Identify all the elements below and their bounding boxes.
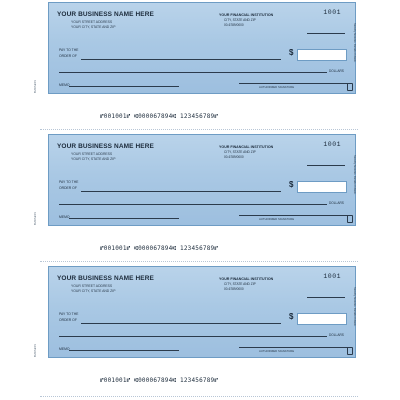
amount-box[interactable] <box>297 181 347 193</box>
dollars-label: DOLLARS <box>329 69 344 73</box>
amount-words-line[interactable] <box>59 336 327 337</box>
bank-name: YOUR FINANCIAL INSTITUTION <box>219 145 274 149</box>
payee-line[interactable] <box>81 323 281 324</box>
dollar-sign: $ <box>289 48 294 57</box>
stub-text: BUSINESS <box>34 344 37 358</box>
amount-box[interactable] <box>297 49 347 61</box>
memo-label: MEMO <box>59 215 70 219</box>
bank-routing: 00-6789/0000 <box>224 287 244 291</box>
memo-line[interactable] <box>69 86 179 87</box>
bank-city: CITY, STATE AND ZIP <box>224 18 256 22</box>
security-text: Security features. Details on back. <box>353 287 356 327</box>
business-address: YOUR STREET ADDRESS <box>71 152 113 156</box>
business-city: YOUR CITY, STATE AND ZIP <box>71 25 116 29</box>
signature-label: AUTHORIZED SIGNATURE <box>259 349 295 353</box>
micr-line: ⑈001001⑈ ⑆000067894⑆ 123456789⑈ <box>100 245 219 252</box>
amount-box[interactable] <box>297 313 347 325</box>
payee-line[interactable] <box>81 59 281 60</box>
business-name: YOUR BUSINESS NAME HERE <box>57 11 154 18</box>
bank-routing: 00-6789/0000 <box>224 155 244 159</box>
check-2 <box>48 134 356 226</box>
signature-label: AUTHORIZED SIGNATURE <box>259 217 295 221</box>
bank-city: CITY, STATE AND ZIP <box>224 282 256 286</box>
dollars-label: DOLLARS <box>329 201 344 205</box>
business-city: YOUR CITY, STATE AND ZIP <box>71 289 116 293</box>
memo-line[interactable] <box>69 218 179 219</box>
business-name: YOUR BUSINESS NAME HERE <box>57 143 154 150</box>
check-3 <box>48 266 356 358</box>
memo-label: MEMO <box>59 83 70 87</box>
security-text: Security features. Details on back. <box>353 23 356 63</box>
bank-name: YOUR FINANCIAL INSTITUTION <box>219 13 274 17</box>
memo-label: MEMO <box>59 347 70 351</box>
check-number: 1001 <box>323 141 341 148</box>
signature-line[interactable] <box>239 347 349 348</box>
bank-routing: 00-6789/0000 <box>224 23 244 27</box>
stub-text: BUSINESS <box>34 80 37 94</box>
order-of-label: ORDER OF <box>59 186 77 190</box>
padlock-icon <box>347 347 353 355</box>
signature-line[interactable] <box>239 83 349 84</box>
micr-line: ⑈001001⑈ ⑆000067894⑆ 123456789⑈ <box>100 377 219 384</box>
security-text: Security features. Details on back. <box>353 155 356 195</box>
business-city: YOUR CITY, STATE AND ZIP <box>71 157 116 161</box>
padlock-icon <box>347 215 353 223</box>
pay-to-label: PAY TO THE <box>59 180 79 184</box>
dollars-label: DOLLARS <box>329 333 344 337</box>
amount-words-line[interactable] <box>59 204 327 205</box>
dollar-sign: $ <box>289 180 294 189</box>
order-of-label: ORDER OF <box>59 54 77 58</box>
pay-to-label: PAY TO THE <box>59 312 79 316</box>
perforation <box>40 261 358 262</box>
date-line[interactable] <box>307 297 345 298</box>
pay-to-label: PAY TO THE <box>59 48 79 52</box>
padlock-icon <box>347 83 353 91</box>
date-line[interactable] <box>307 33 345 34</box>
perforation <box>40 129 358 130</box>
dollar-sign: $ <box>289 312 294 321</box>
business-address: YOUR STREET ADDRESS <box>71 284 113 288</box>
order-of-label: ORDER OF <box>59 318 77 322</box>
perforation <box>40 396 358 397</box>
amount-words-line[interactable] <box>59 72 327 73</box>
business-name: YOUR BUSINESS NAME HERE <box>57 275 154 282</box>
payee-line[interactable] <box>81 191 281 192</box>
stub-text: BUSINESS <box>34 212 37 226</box>
micr-line: ⑈001001⑈ ⑆000067894⑆ 123456789⑈ <box>100 113 219 120</box>
bank-name: YOUR FINANCIAL INSTITUTION <box>219 277 274 281</box>
check-number: 1001 <box>323 273 341 280</box>
bank-city: CITY, STATE AND ZIP <box>224 150 256 154</box>
business-address: YOUR STREET ADDRESS <box>71 20 113 24</box>
signature-label: AUTHORIZED SIGNATURE <box>259 85 295 89</box>
signature-line[interactable] <box>239 215 349 216</box>
check-number: 1001 <box>323 9 341 16</box>
date-line[interactable] <box>307 165 345 166</box>
check-1 <box>48 2 356 94</box>
memo-line[interactable] <box>69 350 179 351</box>
